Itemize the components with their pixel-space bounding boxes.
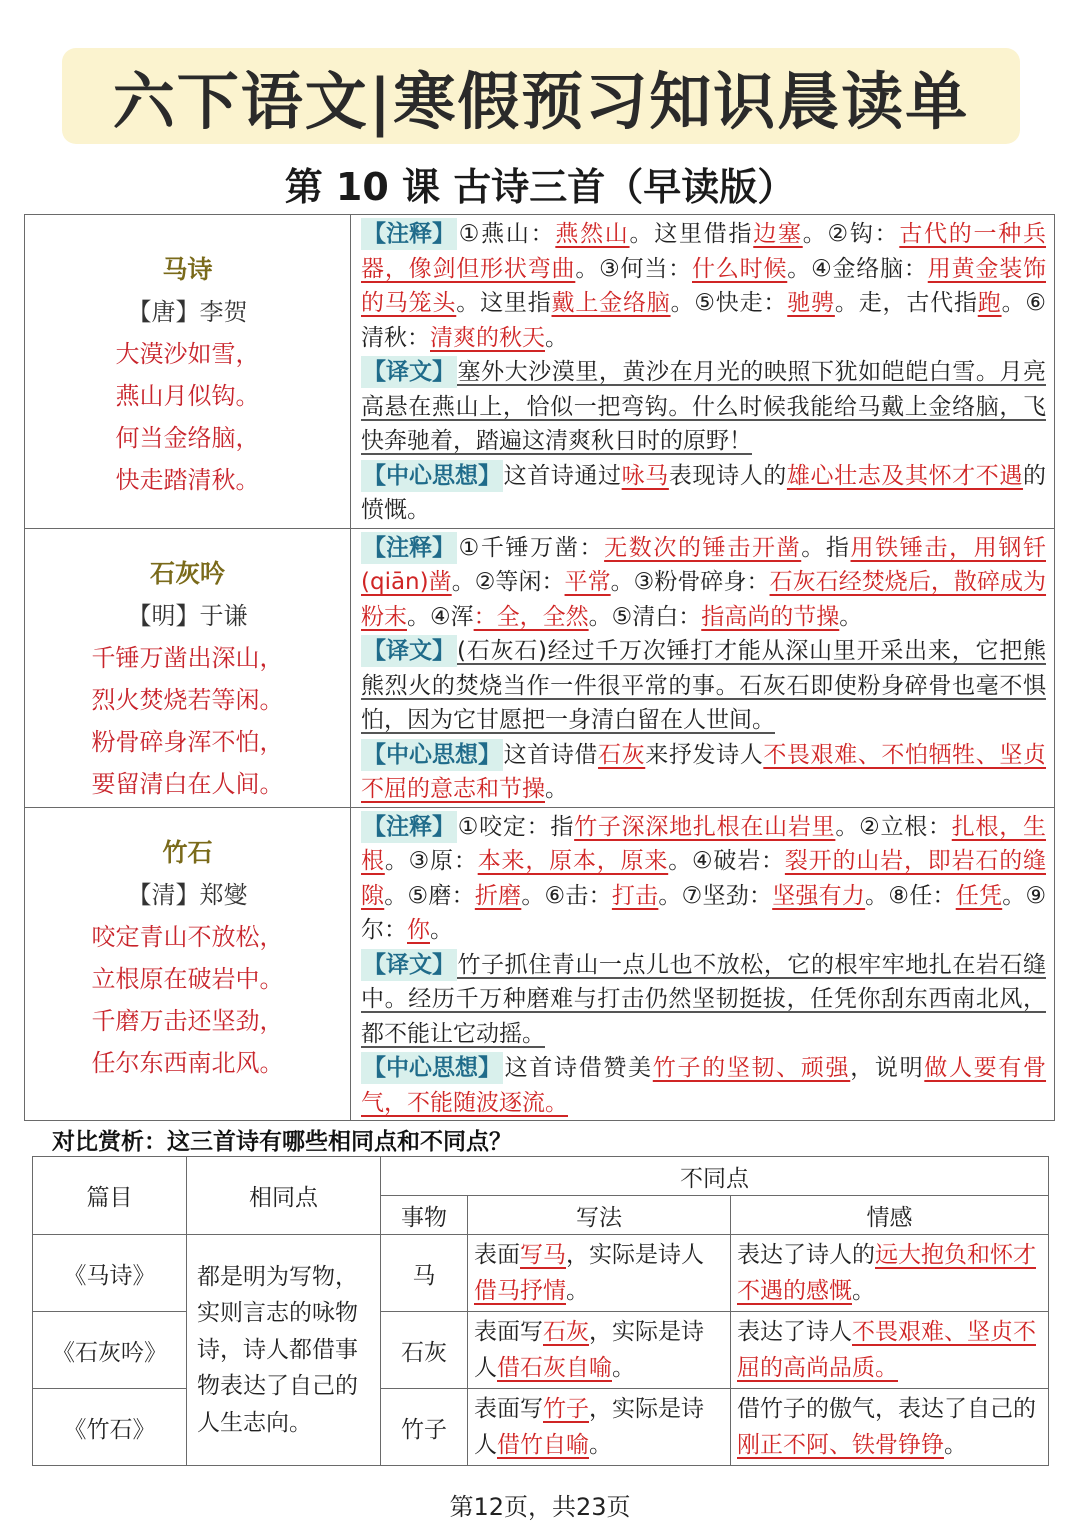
theme-tag: 【中心思想】 (361, 739, 503, 771)
table-row (33, 1235, 1049, 1312)
highlighted-text: 折磨 (474, 882, 522, 909)
translation-tag: 【译文】 (361, 356, 457, 388)
notes-paragraph (361, 217, 1046, 355)
poem-line: 何当金络脑， (115, 424, 260, 452)
page-number: 第12页，共23页 (449, 1493, 631, 1521)
highlighted-text: 咏马 (621, 462, 669, 489)
plain-text: ，说明 (850, 1055, 925, 1081)
plain-text: ，实际是诗人 (474, 1396, 704, 1458)
cell-title: 《竹石》 (33, 1389, 187, 1466)
poem-title: 竹石 (162, 837, 213, 867)
table-row (33, 1312, 1049, 1389)
poem-line: 要留清白在人间。 (91, 769, 284, 798)
plain-text: 。⑦坚劲： (658, 882, 773, 909)
highlighted-text: 远大抱负和怀才不遇的感慨 (737, 1242, 1036, 1304)
plain-text: 表面写 (474, 1319, 543, 1345)
highlighted-text: 刚正不阿、铁骨铮铮 (737, 1432, 944, 1458)
poem-line: 粉骨碎身浑不怕， (91, 727, 284, 756)
plain-text: 这首诗借 (503, 741, 599, 768)
highlighted-text: 扎根，生根 (361, 813, 1046, 874)
translation-text: 竹子抓住青山一点儿也不放松，它的根牢牢地扎在岩石缝中。经历千万种磨难与打击仍然坚韧挺拔，任凭你刮东西南北风，都不能让它动摇。 (361, 951, 1046, 1047)
cell-title: 《石灰吟》 (33, 1312, 187, 1389)
highlighted-text: 做人要有骨气，不能随波逐流。 (361, 1055, 1047, 1116)
plain-text: 的愤慨。 (361, 462, 1047, 523)
cell-emotion (731, 1389, 1049, 1466)
highlighted-text: 借马抒情 (474, 1278, 566, 1304)
poem-author: 【唐】李贺 (127, 298, 248, 326)
highlighted-text: 无数次的锤击开凿 (604, 534, 802, 561)
title-banner (62, 48, 1020, 144)
notes-text (361, 814, 1046, 944)
highlighted-text: 燕然山 (555, 221, 630, 247)
translation-paragraph (361, 634, 1046, 738)
highlighted-text: 坚强有力 (772, 882, 866, 909)
highlighted-text: 裂开的山岩，即岩石的缝隙 (361, 848, 1046, 909)
highlighted-text: 跑 (977, 290, 1002, 316)
poem-line: 千锤万凿出深山， (91, 643, 284, 672)
highlighted-text: 驰骋 (787, 290, 835, 316)
poem-row (25, 807, 1055, 1121)
plain-text: 。⑥清秋： (361, 290, 1046, 351)
plain-text: 表面写 (474, 1396, 543, 1422)
poem-text-cell (25, 215, 351, 529)
highlighted-text: 不畏艰难、不怕牺牲、坚贞不屈的意志和节操 (361, 741, 1047, 802)
poem-text (25, 808, 350, 1084)
highlighted-text: 指高尚的节操 (701, 603, 840, 630)
plain-text: 。 (589, 1432, 612, 1458)
theme-paragraph (361, 1051, 1046, 1120)
plain-text: 。⑤磨： (384, 882, 475, 909)
plain-text: 。⑤清白： (588, 603, 702, 630)
poem-line: 燕山月似钩。 (115, 382, 260, 410)
plain-text: 。 (839, 603, 863, 630)
highlighted-text: 平常 (564, 569, 611, 595)
poem-line: 千磨万击还坚劲， (91, 1006, 284, 1035)
poems-table (24, 214, 1055, 1121)
poem-notes-cell (351, 807, 1055, 1121)
plain-text: 。 (612, 1355, 635, 1381)
translation-tag: 【译文】 (361, 635, 457, 667)
plain-text: 这首诗借赞美 (503, 1055, 653, 1081)
plain-text: 这首诗通过 (503, 462, 622, 489)
header-diff: 不同点 (381, 1157, 1049, 1196)
plain-text: ①咬定：指 (457, 813, 575, 840)
plain-text: 。这里借指 (629, 221, 754, 247)
highlighted-text: 竹子深深地扎根在山岩里 (574, 813, 836, 840)
plain-text: 。⑧任： (865, 882, 956, 909)
plain-text: 借竹子的傲气，表达了自己的 (737, 1396, 1036, 1422)
plain-text: 。 (545, 324, 568, 351)
header-same: 相同点 (187, 1157, 381, 1235)
plain-text: 。④破岩： (668, 848, 785, 874)
plain-text: 。 (430, 917, 453, 943)
cell-title: 《马诗》 (33, 1235, 187, 1312)
highlighted-text: 竹子 (543, 1396, 589, 1422)
highlighted-text: 用铁锤击，用钢钎(qiān)凿 (361, 534, 1046, 595)
plain-text: 。③粉骨碎身： (610, 569, 770, 595)
plain-text: 。④浑 (407, 603, 474, 630)
header-row (33, 1157, 1049, 1196)
poem-text (25, 215, 350, 501)
notes-tag: 【注释】 (361, 811, 457, 843)
plain-text: 。③原： (384, 848, 478, 874)
theme-paragraph (361, 738, 1046, 807)
poem-line: 立根原在破岩中。 (91, 964, 284, 993)
plain-text: ①燕山： (457, 221, 556, 247)
plain-text: 表达了诗人 (737, 1319, 852, 1345)
cell-method (468, 1389, 731, 1466)
highlighted-text: 本来，原本，原来 (477, 848, 669, 874)
highlighted-text: 什么时候 (692, 255, 788, 282)
plain-text: 。④金络脑： (787, 255, 928, 282)
cell-thing: 马 (381, 1235, 468, 1312)
notes-paragraph (361, 531, 1046, 635)
comparison-question: 对比赏析：这三首诗有哪些相同点和不同点？ (52, 1129, 512, 1155)
poem-text (25, 529, 350, 805)
highlighted-text: 打击 (611, 882, 659, 909)
highlighted-text: 石灰 (543, 1319, 589, 1345)
translation-tag: 【译文】 (361, 949, 457, 981)
lesson-subtitle: 第 10 课 古诗三首（早读版） (284, 165, 796, 209)
poem-line: 任尔东西南北风。 (91, 1048, 284, 1077)
highlighted-text: 古代的一种兵器，像剑但形状弯曲 (361, 221, 1047, 282)
poem-text-cell (25, 528, 351, 807)
header-method: 写法 (468, 1196, 731, 1235)
highlighted-text: 边塞 (753, 221, 803, 247)
poem-title: 马诗 (162, 255, 213, 284)
theme-tag: 【中心思想】 (361, 460, 503, 492)
highlighted-text: 石灰石经焚烧后，散碎成为粉末 (361, 569, 1047, 630)
plain-text: 。这里指 (456, 290, 552, 316)
notes-tag: 【注释】 (361, 532, 457, 564)
highlighted-text: 借竹自喻 (497, 1432, 589, 1458)
poem-line: 咬定青山不放松， (91, 922, 284, 951)
highlighted-text: 竹子的坚韧、顽强 (652, 1055, 851, 1081)
highlighted-text: 任凭 (955, 882, 1003, 909)
poem-notes-cell (351, 215, 1055, 529)
theme-tag: 【中心思想】 (361, 1052, 503, 1084)
plain-text: 来抒发诗人 (645, 741, 764, 768)
plain-text: 表达了诗人的 (737, 1242, 875, 1268)
cell-method (468, 1312, 731, 1389)
poem-text-cell (25, 807, 351, 1121)
plain-text: ①千锤万凿： (457, 534, 605, 561)
poem-row (25, 215, 1055, 529)
highlighted-text: 清爽的秋天 (430, 324, 545, 351)
theme-paragraph (361, 459, 1046, 528)
poem-line: 大漠沙如雪， (115, 340, 260, 368)
poem-annotation (351, 808, 1054, 1121)
plain-text: 。走，古代指 (834, 290, 978, 316)
notes-tag: 【注释】 (361, 218, 457, 250)
notes-text (361, 221, 1046, 351)
plain-text: 表面 (474, 1242, 520, 1268)
plain-text: ，实际是诗人 (474, 1319, 704, 1381)
cell-emotion (731, 1235, 1049, 1312)
cell-thing: 竹子 (381, 1389, 468, 1466)
poem-notes-cell (351, 528, 1055, 807)
plain-text: 。②等闲： (451, 569, 565, 595)
plain-text: 。②立根： (835, 813, 952, 840)
notes-text (361, 535, 1046, 630)
plain-text: 。指 (801, 534, 851, 561)
highlighted-text: ：全，全然 (473, 603, 589, 630)
comparison-table (32, 1156, 1049, 1466)
plain-text: 表现诗人的 (668, 462, 787, 489)
table-row (33, 1389, 1049, 1466)
highlighted-text: 写马 (520, 1242, 566, 1268)
plain-text: ，实际是诗人 (566, 1242, 704, 1268)
header-title: 篇目 (33, 1157, 187, 1235)
page-title: 六下语文|寒假预习知识晨读单 (112, 64, 970, 138)
plain-text: 。⑨尔： (361, 882, 1047, 943)
poem-line: 烈火焚烧若等闲。 (91, 685, 284, 714)
plain-text: 。③何当： (575, 255, 692, 282)
cell-emotion (731, 1312, 1049, 1389)
highlighted-text: 用黄金装饰的马笼头 (361, 255, 1046, 316)
highlighted-text: 石灰 (598, 741, 646, 768)
plain-text: 。 (944, 1432, 967, 1458)
translation-text: (石灰石)经过千万次锤打才能从深山里开采出来，它把熊熊烈火的焚烧当作一件很平常的事。石灰石即使粉身碎骨也毫不惧怕，因为它甘愿把一身清白留在人世间。 (361, 638, 1046, 733)
poem-annotation (351, 529, 1054, 807)
highlighted-text: 你 (407, 917, 430, 943)
highlighted-text: 借石灰自喻 (497, 1355, 612, 1381)
plain-text: 。⑤快走： (670, 290, 788, 316)
poem-annotation (351, 215, 1054, 528)
poem-line: 快走踏清秋。 (115, 466, 260, 494)
translation-paragraph (361, 948, 1046, 1052)
header-emotion: 情感 (731, 1196, 1049, 1235)
plain-text: 。 (852, 1278, 875, 1304)
poem-row (25, 528, 1055, 807)
poem-author: 【清】郑燮 (127, 880, 248, 909)
translation-text: 塞外大沙漠里，黄沙在月光的映照下犹如皑皑白雪。月亮高悬在燕山上，恰似一把弯钩。什么时候我能给马戴上金络脑，飞快奔驰着，踏遍这清爽秋日时的原野！ (361, 359, 1046, 454)
translation-paragraph (361, 355, 1046, 459)
cell-same: 都是明为写物，实则言志的咏物诗，诗人都借事物表达了自己的人生志向。 (187, 1235, 381, 1466)
poem-title: 石灰吟 (149, 558, 225, 588)
plain-text: 。 (566, 1278, 589, 1304)
cell-thing: 石灰 (381, 1312, 468, 1389)
plain-text: 。⑥击： (521, 882, 612, 909)
highlighted-text: 戴上金络脑 (551, 290, 671, 316)
header-thing: 事物 (381, 1196, 468, 1235)
poem-author: 【明】于谦 (127, 601, 248, 630)
plain-text: 。 (545, 776, 568, 802)
plain-text: 。②钩： (802, 221, 900, 247)
notes-paragraph (361, 810, 1046, 948)
cell-method (468, 1235, 731, 1312)
highlighted-text: 不畏艰难、坚贞不屈的高尚品质。 (737, 1319, 1036, 1381)
highlighted-text: 雄心壮志及其怀才不遇 (786, 462, 1024, 489)
